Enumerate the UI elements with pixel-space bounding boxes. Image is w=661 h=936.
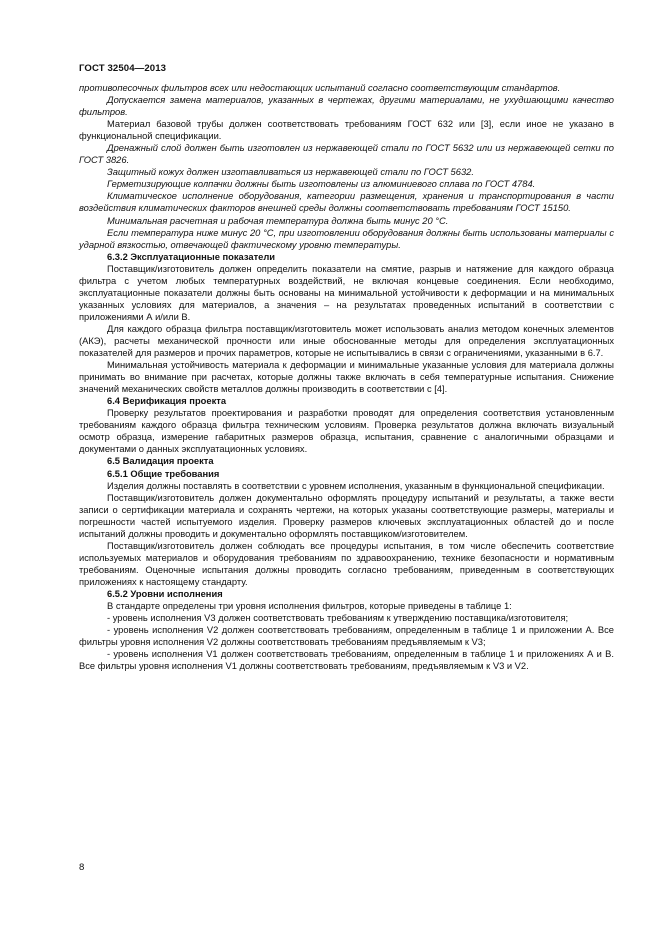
body-paragraph: Если температура ниже минус 20 °С, при изготовлении оборудования должны быть использованы материалы с ударной вязкостью, отвечающей фактическому уровню температуры.: [79, 227, 614, 250]
body-paragraph: Поставщик/изготовитель должен определить показатели на смятие, разрыв и натяжение для каждого образца фильтра с учетом любых температурных воздействий, не включая концевые соединения. Если необходимо, эксплуатационные показатели должны быть основаны на минимальной устойчивости к деформации и на минимальных указанных условиях для материалов, а значения – на результатах проведенных испытаний в соответствии с приложениями А и/или В.: [79, 263, 614, 322]
section-heading: 6.4 Верификация проекта: [107, 396, 227, 407]
body-paragraph: Для каждого образца фильтра поставщик/изготовитель может использовать анализ методом конечных элементов (АКЭ), расчеты механической прочности или иные обоснованные методы для определения эксплуатационных показателей для размеров и прочих параметров, которые не испытывались в связи с ограничениями, указанными в 6.7.: [79, 323, 614, 359]
section-heading: 6.5.2 Уровни исполнения: [107, 588, 223, 599]
body-paragraph: Дренажный слой должен быть изготовлен из нержавеющей стали по ГОСТ 5632 или из нержавеющей сетки по ГОСТ 3826.: [79, 143, 614, 166]
body-paragraph: Материал базовой трубы должен соответствовать требованиям ГОСТ 632 или [3], если иное не указано в функциональной спецификации.: [79, 119, 614, 142]
body-paragraph: Допускается замена материалов, указанных в чертежах, другими материалами, не ухудшающими качество фильтров.: [79, 95, 614, 118]
document-body: [79, 82, 614, 672]
body-paragraph: - уровень исполнения V3 должен соответствовать требованиям к утверждению поставщика/изготовителя;: [107, 613, 569, 624]
body-paragraph: Проверку результатов проектирования и разработки проводят для определения соответствия установленным требованиям каждого образца фильтра техническим условиям. Проверка результатов должна включать визуальный осмотр образца, измерение габаритных размеров образца, испытания, сравнение с аналогичными образцами и документами о данных эксплуатационных условиях.: [79, 408, 614, 455]
document-header: ГОСТ 32504—2013: [79, 63, 167, 74]
section-heading: 6.3.2 Эксплуатационные показатели: [107, 251, 276, 262]
body-paragraph: В стандарте определены три уровня исполнения фильтров, которые приведены в таблице 1:: [107, 601, 512, 612]
page-number: 8: [79, 862, 85, 873]
body-paragraph: - уровень исполнения V2 должен соответствовать требованиям, определенным в таблице 1 и приложении А. Все фильтры уровня исполнения V2 должны соответствовать требованиям предъявляемым к V3;: [79, 625, 614, 648]
body-paragraph: Герметизирующие колпачки должны быть изготовлены из алюминиевого сплава по ГОСТ 4784.: [107, 179, 536, 190]
body-paragraph: Минимальная расчетная и рабочая температура должна быть минус 20 °С.: [107, 215, 449, 226]
body-paragraph: Защитный кожух должен изготавливаться из нержавеющей стали по ГОСТ 5632.: [107, 167, 474, 178]
body-paragraph: Изделия должны поставлять в соответствии с уровнем исполнения, указанным в функциональной спецификации.: [107, 480, 605, 491]
body-paragraph: Поставщик/изготовитель должен документально оформлять процедуру испытаний и результаты, а также вести записи о сертификации материала и сохранять чертежи, на которых указаны соответствующие размеры, материалы и погрешности частей испытуемого изделия. Проверку размеров ключевых эксплуатационных областей до и после испытаний должны проводить и документально оформлять поставщиком/изготовителем.: [79, 492, 614, 539]
body-paragraph: противопесочных фильтров всех или недостающих испытаний согласно соответствующим стандартов.: [79, 83, 561, 93]
body-paragraph: Минимальная устойчивость материала к деформации и минимальные указанные условия для материала должны принимать во внимание при расчетах, которые должны также включать в себя температурные испытания. Снижение значений механических свойств металлов должны производить в соответствии с [4].: [79, 360, 614, 395]
section-heading: 6.5.1 Общие требования: [107, 468, 220, 479]
body-paragraph: - уровень исполнения V1 должен соответствовать требованиям, определенным в таблице 1 и приложениях А и В. Все фильтры уровня исполнения V1 должны соответствовать требованиям, предъявляемым к V3 и V2.: [79, 649, 614, 672]
body-paragraph: Поставщик/изготовитель должен соблюдать все процедуры испытания, в том числе обеспечить соответствие используемых материалов и оборудования требованиям по здравоохранению, технике безопасности и нормативным требованиям. Оценочные испытания должны проводить согласно требованиям, приведенным в соответствующих приложениях к настоящему стандарту.: [79, 540, 614, 587]
section-heading: 6.5 Валидация проекта: [107, 456, 214, 467]
body-paragraph: Климатическое исполнение оборудования, категории размещения, хранения и транспортирования в части воздействия климатических факторов внешней среды должны соответствовать требованиям ГОСТ 15150.: [79, 191, 614, 214]
